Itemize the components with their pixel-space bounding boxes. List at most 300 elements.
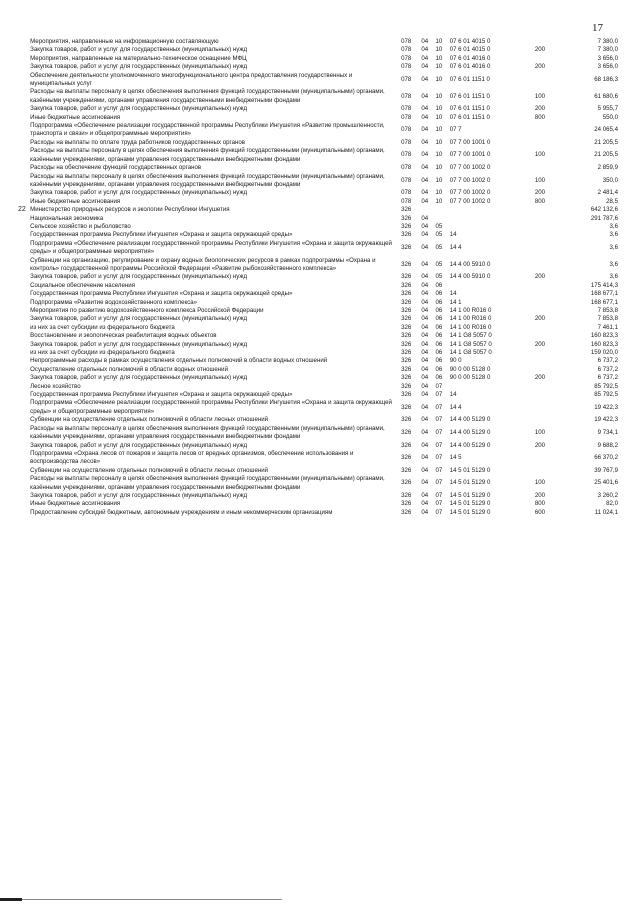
row-number: [18, 492, 30, 500]
subsection-code: 06: [435, 349, 443, 357]
row-number: [18, 357, 30, 365]
table-row: [18, 46, 618, 54]
expense-type-code: [535, 332, 559, 340]
section-code: 04: [421, 508, 429, 516]
table-row: [18, 500, 618, 508]
target-item-code: 07 6 01 4015 0: [449, 38, 491, 45]
section-code: 04: [421, 38, 429, 45]
table-row: [18, 72, 618, 89]
table-row: [18, 341, 618, 349]
section-code: 04: [421, 479, 429, 487]
row-number: 22: [18, 206, 26, 214]
expense-name: Иные бюджетные ассигнования: [30, 113, 121, 121]
amount: 25 401,6: [594, 479, 618, 487]
grbs-code: 078: [401, 75, 412, 83]
expense-name: Закупка товаров, работ и услуг для государственных (муниципальных) нужд: [30, 340, 248, 348]
subsection-code: 06: [435, 374, 443, 382]
expense-type-code: [535, 223, 559, 231]
row-number: [18, 257, 30, 274]
expense-type-code: 600: [534, 508, 546, 516]
row-number: [18, 374, 30, 382]
expense-type-code: 200: [534, 441, 546, 449]
subsection-code: 10: [435, 176, 443, 184]
subsection-code: 07: [435, 403, 443, 411]
grbs-code: 078: [401, 54, 412, 62]
expense-name: Непрограммные расходы в рамках осуществления отдельных полномочий в области водных отношений: [30, 357, 328, 365]
target-item-code: 90 0 00 5128 0: [449, 365, 491, 373]
section-code: 04: [421, 416, 429, 424]
table-row: [18, 223, 618, 231]
expense-name: Расходы на выплаты персоналу в целях обеспечения выполнения функций государственными (муниципальными) органами, казёнными учреждениями, органами управления государственными внебюджетными фондами: [30, 475, 385, 491]
table-row: [18, 349, 618, 357]
target-item-code: 90 0 00 5128 0: [449, 374, 491, 382]
grbs-code: 078: [401, 189, 412, 197]
grbs-code: 326: [401, 428, 412, 436]
subsection-code: 07: [435, 508, 443, 516]
expense-type-code: [535, 357, 559, 365]
subsection-code: 05: [435, 273, 443, 281]
row-number: [18, 399, 30, 416]
row-number: [18, 450, 30, 467]
row-number: [18, 164, 30, 172]
amount: 3,6: [609, 243, 618, 251]
grbs-code: 326: [401, 357, 412, 365]
grbs-code: 326: [401, 206, 412, 214]
table-row: [18, 425, 618, 442]
grbs-code: 326: [401, 374, 412, 382]
row-number: [18, 416, 30, 424]
target-item-code: 14 1 G8 5057 0: [449, 349, 492, 357]
expense-name: Закупка товаров, работ и услуг для государственных (муниципальных) нужд: [30, 189, 248, 197]
table-row: [18, 173, 618, 190]
section-code: 04: [421, 307, 429, 314]
table-row: [18, 63, 618, 71]
table-row: [18, 366, 618, 374]
table-row: [18, 332, 618, 340]
grbs-code: 326: [401, 416, 412, 424]
subsection-code: 06: [435, 357, 443, 365]
row-number: [18, 391, 30, 399]
row-number: [18, 349, 30, 357]
table-row: [18, 189, 618, 197]
section-code: 04: [421, 63, 429, 71]
grbs-code: 326: [401, 222, 412, 230]
table-row: [18, 88, 618, 105]
section-code: 04: [421, 138, 429, 146]
grbs-code: 078: [401, 164, 412, 172]
row-number: [18, 467, 30, 475]
table-row: [18, 442, 618, 450]
expense-type-code: [535, 391, 559, 399]
expense-name: Подпрограмма «Обеспечение реализации государственной программы Республики Ингушетия «Охрана и защита окружающей среды» и общепрограммные мероприятия»: [30, 399, 392, 415]
table-row: [18, 399, 618, 416]
target-item-code: 07 6 01 4016 0: [449, 54, 491, 62]
expense-type-code: [535, 383, 559, 391]
section-code: 04: [421, 105, 429, 113]
grbs-code: 326: [401, 298, 412, 306]
section-code: 04: [421, 281, 429, 289]
amount: 3 656,0: [597, 63, 618, 71]
target-item-code: [448, 223, 535, 231]
expense-name: Расходы на выплаты по оплате труда работников государственных органов: [30, 138, 245, 146]
target-item-code: [448, 215, 535, 223]
target-item-code: 07 6 01 1151 0: [449, 75, 490, 83]
amount: 3,6: [609, 260, 618, 268]
amount: 85 792,5: [594, 391, 618, 399]
target-item-code: 07 6 01 1151 0: [449, 113, 490, 121]
expense-name: Закупка товаров, работ и услуг для государственных (муниципальных) нужд: [30, 374, 248, 382]
section-code: 04: [421, 340, 429, 348]
amount: 642 132,6: [590, 206, 618, 214]
table-row: [18, 450, 618, 467]
section-code: 04: [421, 92, 429, 100]
grbs-code: 078: [401, 92, 412, 100]
expense-type-code: [535, 299, 559, 307]
expense-name: Предоставление субсидий бюджетным, автономным учреждениям и иным некоммерческим организациям: [30, 508, 333, 516]
expense-type-code: [535, 399, 559, 416]
row-number: [18, 231, 30, 239]
row-number: [18, 500, 30, 508]
subsection-code: 05: [435, 243, 443, 251]
amount: 7 380,0: [597, 46, 618, 54]
amount: 68 186,3: [594, 75, 618, 83]
expense-type-code: 100: [534, 92, 546, 100]
target-item-code: 14 1 00 R016 0: [449, 307, 492, 314]
amount: 66 370,2: [594, 454, 618, 462]
row-number: [18, 282, 30, 290]
grbs-code: 078: [401, 38, 412, 45]
grbs-code: 078: [401, 151, 412, 159]
expense-type-code: 200: [534, 63, 546, 71]
expense-type-code: [535, 450, 559, 467]
target-item-code: [448, 206, 535, 214]
expense-name: Осуществление отдельных полномочий в области водных отношений: [30, 365, 228, 373]
table-row: [18, 315, 618, 323]
target-item-code: 14 4: [449, 403, 462, 411]
row-number: [18, 299, 30, 307]
subsection-code: 06: [435, 290, 443, 298]
target-item-code: 07 7 00 1001 0: [449, 138, 491, 146]
subsection-code: 06: [435, 298, 443, 306]
amount: 550,0: [602, 113, 618, 121]
row-number: [18, 307, 30, 315]
target-item-code: 14 4 00 5910 0: [449, 260, 491, 268]
subsection-code: [434, 215, 448, 223]
table-row: [18, 139, 618, 147]
subsection-code: 10: [435, 113, 443, 121]
expense-name: Расходы на выплаты персоналу в целях обеспечения выполнения функций государственными (муниципальными) органами, казёнными учреждениями, органами управления государственными внебюджетными фондами: [30, 172, 385, 188]
subsection-code: 05: [435, 260, 443, 268]
table-row: [18, 475, 618, 492]
grbs-code: 326: [401, 454, 412, 462]
expense-type-code: 200: [534, 315, 546, 323]
row-number: [18, 173, 30, 190]
expense-name: Подпрограмма «Развитие водохозяйственного комплекса»: [30, 298, 198, 306]
grbs-code: 326: [401, 214, 412, 222]
row-number: [18, 366, 30, 374]
expense-type-code: 800: [534, 113, 546, 121]
section-code: 04: [421, 273, 429, 281]
expense-name: Иные бюджетные ассигнования: [30, 197, 121, 205]
amount: 5 955,7: [597, 105, 618, 113]
row-number: [18, 273, 30, 281]
row-number: [18, 55, 30, 63]
amount: 160 823,3: [590, 340, 618, 348]
table-row: [18, 55, 618, 63]
expense-name: Субвенции на осуществление отдельных полномочий в области лесных отношений: [30, 416, 269, 424]
expense-type-code: 100: [534, 151, 546, 159]
row-number: [18, 72, 30, 89]
section-code: 04: [421, 357, 429, 365]
target-item-code: 07 7 00 1002 0: [449, 164, 491, 172]
grbs-code: 326: [401, 231, 412, 239]
table-row: [18, 273, 618, 281]
expense-type-code: 200: [534, 340, 546, 348]
subsection-code: 05: [435, 222, 443, 230]
grbs-code: 326: [401, 391, 412, 399]
target-item-code: 14 5 01 5129 0: [449, 508, 491, 516]
expense-type-code: 800: [534, 500, 546, 508]
grbs-code: 326: [401, 403, 412, 411]
table-row: [18, 206, 618, 214]
amount: 6 737,2: [597, 374, 618, 382]
target-item-code: 90 0: [449, 357, 462, 365]
grbs-code: 078: [401, 138, 412, 146]
grbs-code: 326: [401, 508, 412, 516]
subsection-code: 10: [435, 197, 443, 205]
subsection-code: 07: [435, 491, 443, 499]
target-item-code: 07 7 00 1001 0: [449, 151, 491, 159]
expense-type-code: [535, 467, 559, 475]
target-item-code: 07 6 01 4015 0: [449, 46, 491, 54]
expense-name: Сельское хозяйство и рыболовство: [30, 222, 131, 230]
grbs-code: 326: [401, 307, 412, 314]
subsection-code: 10: [435, 54, 443, 62]
expense-name: Лесное хозяйство: [30, 382, 81, 390]
table-row: [18, 38, 618, 46]
subsection-code: 10: [435, 105, 443, 113]
subsection-code: 06: [435, 315, 443, 323]
expense-name: Закупка товаров, работ и услуг для государственных (муниципальных) нужд: [30, 46, 248, 54]
grbs-code: 326: [401, 479, 412, 487]
table-row: [18, 164, 618, 172]
subsection-code: 06: [435, 332, 443, 340]
amount: 175 414,3: [590, 281, 618, 289]
expense-type-code: [535, 215, 559, 223]
grbs-code: 078: [401, 105, 412, 113]
expense-name: Закупка товаров, работ и услуг для государственных (муниципальных) нужд: [30, 315, 248, 323]
section-code: 04: [421, 214, 429, 222]
grbs-code: 326: [401, 281, 412, 289]
table-row: [18, 282, 618, 290]
amount: 159 020,0: [590, 349, 618, 357]
row-number: [18, 425, 30, 442]
grbs-code: 326: [401, 273, 412, 281]
table-row: [18, 416, 618, 424]
row-number: [18, 509, 30, 517]
section-code: 04: [421, 500, 429, 508]
table-row: [18, 357, 618, 365]
expense-name: Обеспечение деятельности уполномоченного многофункционального центра предоставления государственных и муниципальных услуг: [30, 71, 353, 88]
grbs-code: 326: [401, 323, 412, 331]
target-item-code: 07 7: [449, 126, 462, 134]
row-number: [18, 290, 30, 298]
expense-type-code: 200: [534, 189, 546, 197]
section-code: [419, 206, 433, 214]
subsection-code: 07: [435, 441, 443, 449]
subsection-code: 10: [435, 63, 443, 71]
section-code: 04: [421, 290, 429, 298]
section-code: 04: [421, 323, 429, 331]
expense-name: Расходы на обеспечение функций государственных органов: [30, 164, 202, 172]
table-row: [18, 240, 618, 257]
expense-name: Иные бюджетные ассигнования: [30, 500, 121, 508]
amount: 3 260,2: [597, 491, 618, 499]
row-number: [18, 198, 30, 206]
expense-name: Социальное обеспечение населения: [30, 281, 135, 289]
target-item-code: 14 4 00 5129 0: [449, 416, 491, 424]
expense-type-code: [535, 72, 559, 89]
amount: 168 677,1: [590, 298, 618, 306]
subsection-code: 07: [435, 382, 443, 390]
target-item-code: 14 4: [449, 243, 462, 251]
amount: 61 680,6: [594, 92, 618, 100]
subsection-code: 05: [435, 231, 443, 239]
row-number: [18, 341, 30, 349]
subsection-code: 10: [435, 189, 443, 197]
expense-name: Подпрограмма «Обеспечение реализации государственной программы Республики Ингушетия «Развитие промышленности, транспорта и связи» и общепрограммные мероприятия»: [30, 122, 385, 138]
section-code: 04: [421, 231, 429, 239]
target-item-code: [448, 383, 535, 391]
target-item-code: 07 7 00 1002 0: [449, 197, 491, 205]
target-item-code: 14 1 G8 5057 0: [449, 340, 492, 348]
amount: 2 859,9: [597, 164, 618, 172]
table-row: [18, 105, 618, 113]
row-number: [18, 88, 30, 105]
subsection-code: [434, 206, 448, 214]
table-row: [18, 509, 618, 517]
expense-type-code: [535, 206, 559, 214]
row-number: [18, 189, 30, 197]
table-row: [18, 147, 618, 164]
section-code: 04: [421, 365, 429, 373]
subsection-code: 07: [435, 479, 443, 487]
table-row: [18, 215, 618, 223]
section-code: 04: [421, 403, 429, 411]
row-number: [18, 63, 30, 71]
target-item-code: 14: [449, 290, 457, 298]
grbs-code: 326: [401, 260, 412, 268]
section-code: 04: [421, 222, 429, 230]
expense-type-code: 100: [534, 428, 546, 436]
expense-type-code: [535, 55, 559, 63]
expense-name: Мероприятия, направленные на информационную составляющую: [30, 38, 219, 45]
expense-type-code: [535, 324, 559, 332]
table-row: [18, 122, 618, 139]
amount: 3,6: [609, 222, 618, 230]
amount: 85 792,5: [594, 382, 618, 390]
subsection-code: 10: [435, 46, 443, 54]
amount: 9 688,2: [597, 441, 618, 449]
table-row: [18, 299, 618, 307]
target-item-code: [448, 282, 535, 290]
table-row: [18, 257, 618, 274]
section-code: 04: [421, 382, 429, 390]
row-number: [18, 223, 30, 231]
amount: 9 734,1: [597, 428, 618, 436]
subsection-code: 07: [435, 466, 443, 474]
budget-table: [18, 38, 618, 517]
expense-type-code: [535, 139, 559, 147]
section-code: 04: [421, 176, 429, 184]
expense-name: Закупка товаров, работ и услуг для государственных (муниципальных) нужд: [30, 273, 248, 281]
section-code: 04: [421, 75, 429, 83]
scan-edge-line: [22, 899, 282, 900]
grbs-code: 078: [401, 46, 412, 54]
expense-name: Подпрограмма «Обеспечение реализации государственной программы Республики Ингушетия «Охрана и защита окружающей среды» и общепрограммные мероприятия»: [30, 239, 392, 256]
section-code: 04: [421, 332, 429, 340]
section-code: 04: [421, 54, 429, 62]
expense-name: из них за счет субсидии из федерального бюджета: [30, 349, 175, 357]
expense-type-code: 200: [534, 491, 546, 499]
subsection-code: 07: [435, 454, 443, 462]
target-item-code: 14 4 00 5129 0: [449, 441, 491, 449]
table-row: [18, 198, 618, 206]
target-item-code: 07 6 01 1151 0: [449, 105, 490, 113]
amount: 39 767,9: [594, 466, 618, 474]
expense-type-code: [535, 366, 559, 374]
section-code: 04: [421, 164, 429, 172]
target-item-code: 07 6 01 1151 0: [449, 92, 490, 100]
amount: 11 024,1: [594, 508, 618, 516]
expense-name: Закупка товаров, работ и услуг для государственных (муниципальных) нужд: [30, 441, 248, 449]
expense-type-code: 200: [534, 46, 546, 54]
table-row: [18, 307, 618, 315]
section-code: 04: [421, 374, 429, 382]
grbs-code: 326: [401, 290, 412, 298]
row-number: [18, 442, 30, 450]
target-item-code: 14 1 00 R016 0: [449, 315, 492, 323]
subsection-code: 07: [435, 428, 443, 436]
subsection-code: 06: [435, 323, 443, 331]
expense-type-code: [535, 290, 559, 298]
row-number: [18, 475, 30, 492]
page-number: 17: [592, 22, 603, 34]
expense-name: Расходы на выплаты персоналу в целях обеспечения выполнения функций государственными (муниципальными) органами, казёнными учреждениями, органами управления государственными внебюджетными фондами: [30, 424, 385, 441]
subsection-code: 10: [435, 164, 443, 172]
row-number: [18, 332, 30, 340]
subsection-code: 06: [435, 365, 443, 373]
expense-name: Подпрограмма «Охрана лесов от пожаров и защита лесов от вредных организмов, обеспечение использования и воспроизводства лесов»: [30, 449, 354, 466]
amount: 3 656,0: [597, 54, 618, 62]
section-code: 04: [421, 189, 429, 197]
section-code: 04: [421, 315, 429, 323]
grbs-code: 326: [401, 382, 412, 390]
expense-name: Закупка товаров, работ и услуг для государственных (муниципальных) нужд: [30, 491, 248, 499]
expense-type-code: [535, 164, 559, 172]
expense-type-code: [535, 240, 559, 257]
table-row: [18, 231, 618, 239]
expense-type-code: [535, 231, 559, 239]
target-item-code: 14 5 01 5129 0: [449, 466, 491, 474]
subsection-code: 06: [435, 307, 443, 314]
amount: 19 422,3: [594, 416, 618, 424]
expense-type-code: [535, 38, 559, 46]
amount: 3,6: [609, 273, 618, 281]
row-number: [18, 46, 30, 54]
section-code: 04: [421, 243, 429, 251]
section-code: 04: [421, 491, 429, 499]
